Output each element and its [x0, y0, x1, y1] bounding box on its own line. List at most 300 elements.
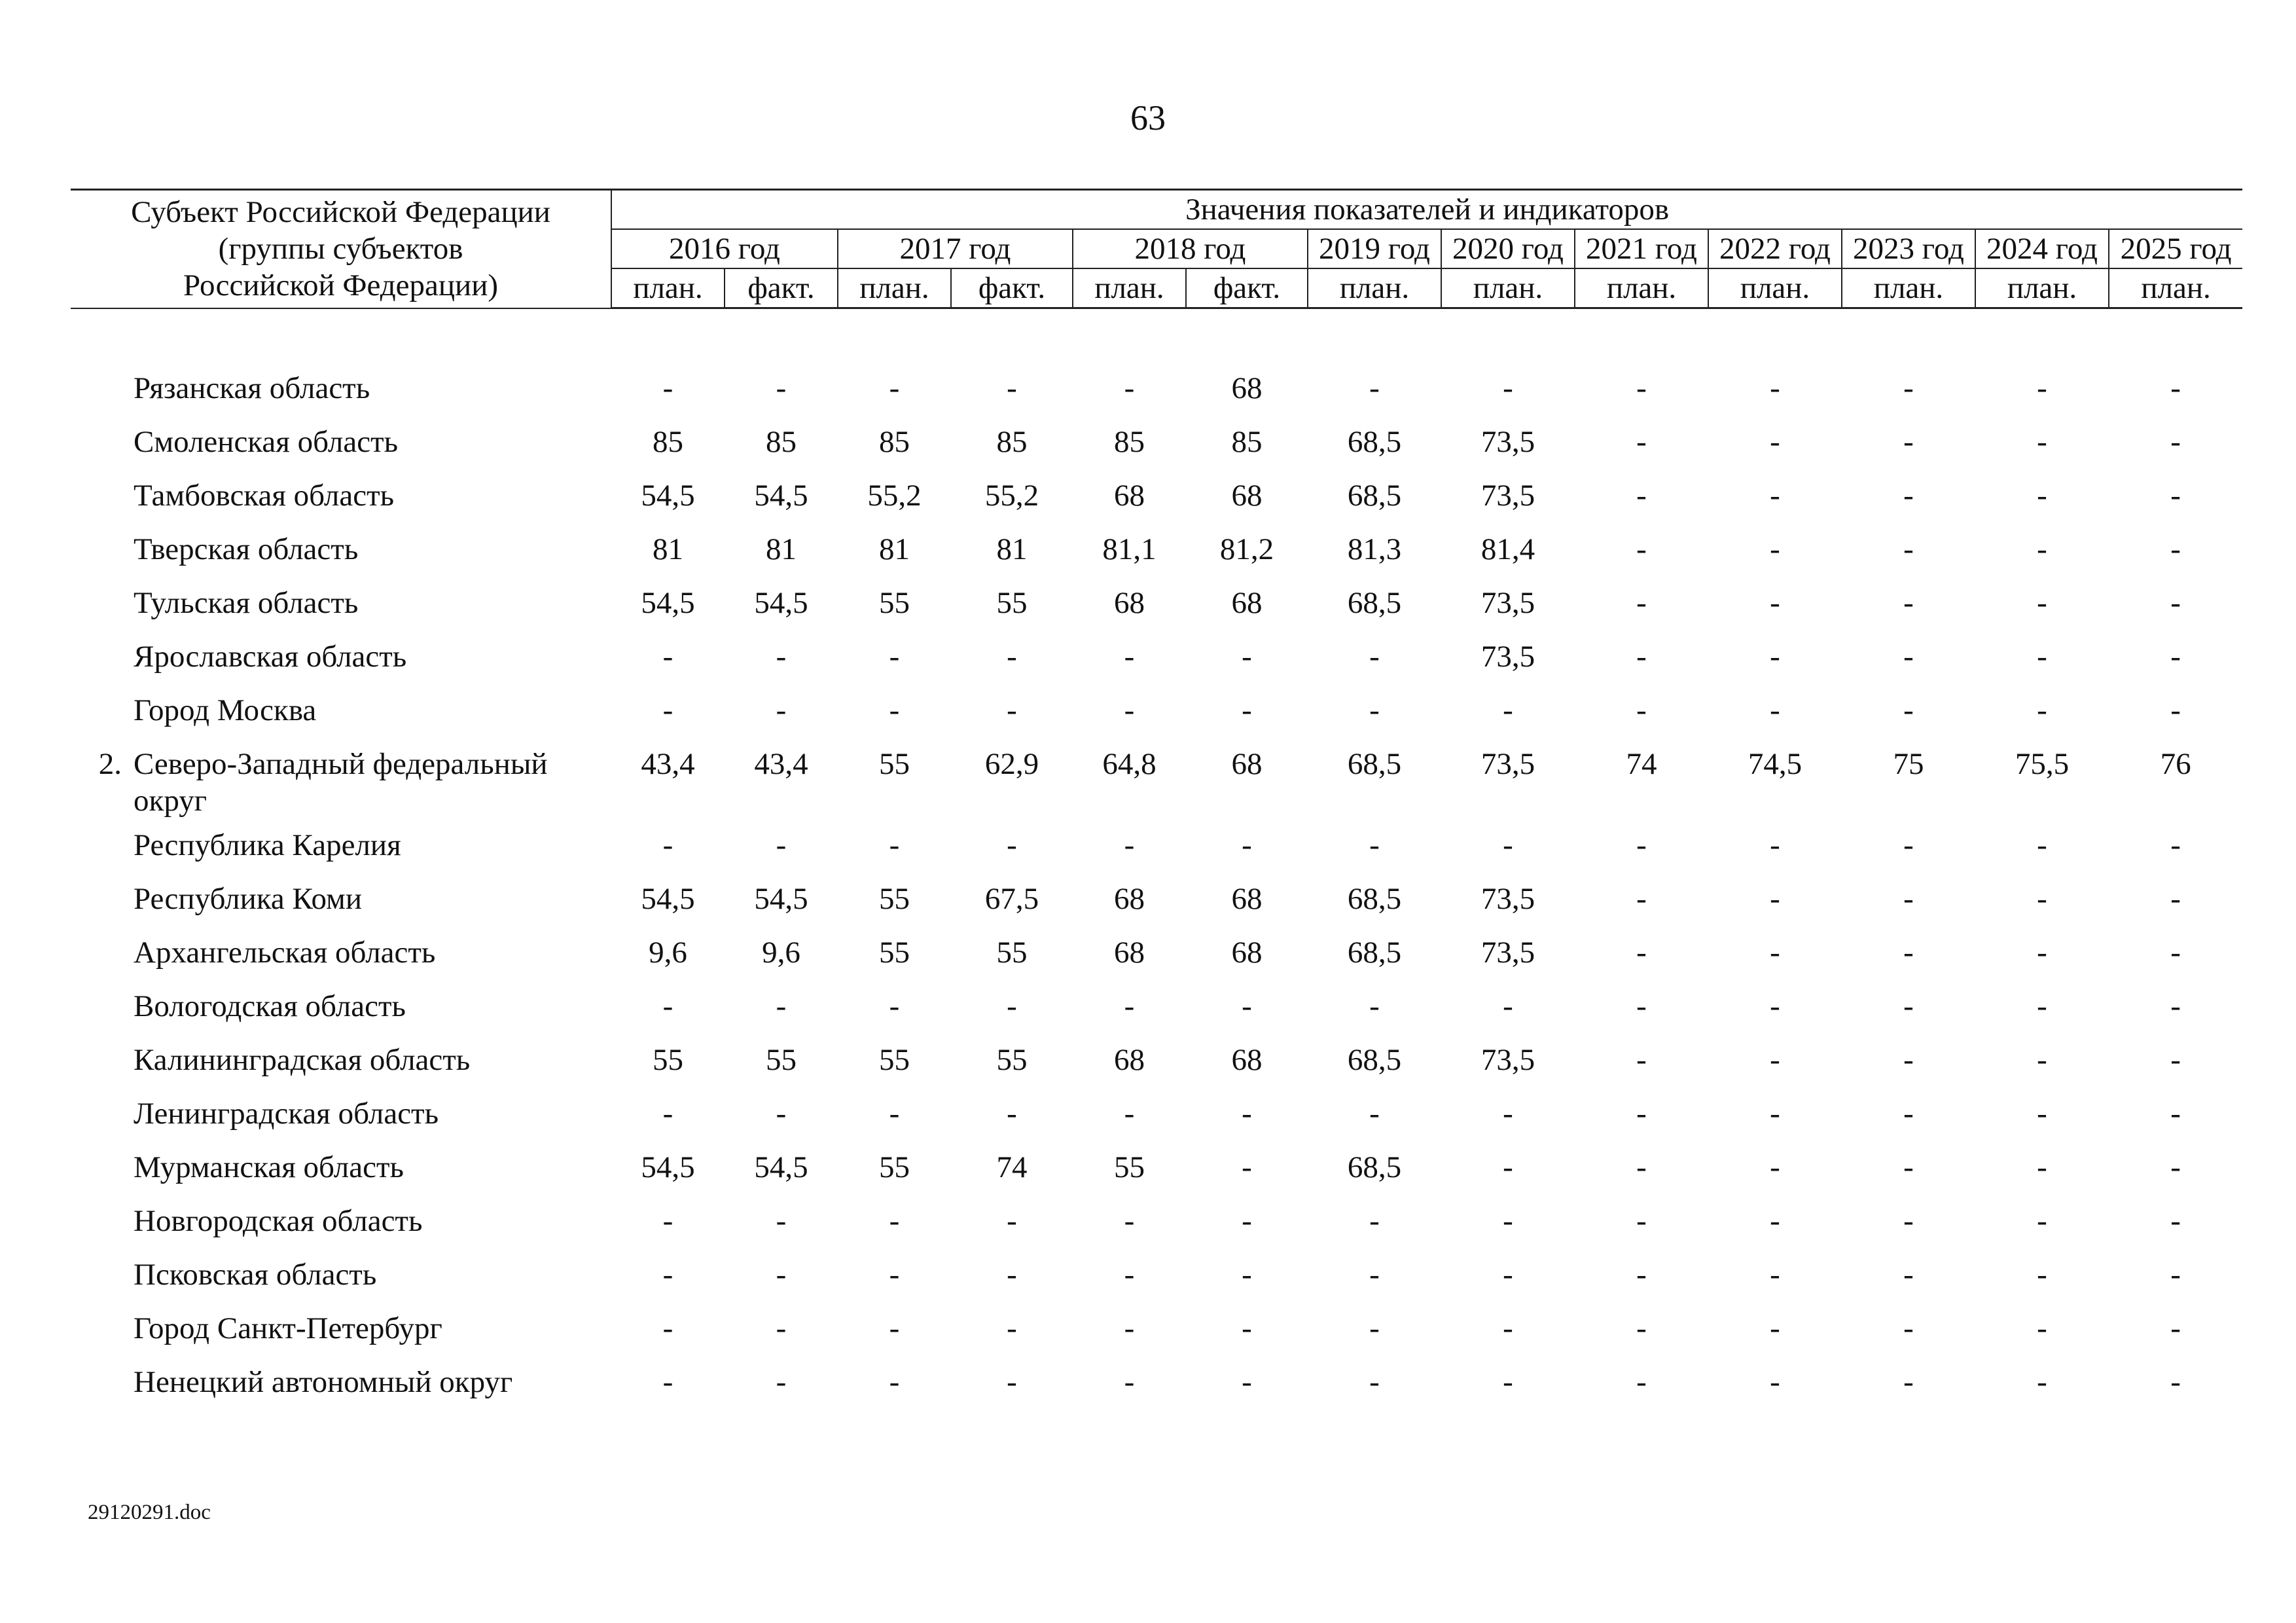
indicator-value: -	[662, 639, 673, 674]
region-name: Город Москва	[134, 693, 317, 727]
region-name: Новгородская область	[134, 1203, 423, 1238]
indicator-value: -	[1636, 371, 1647, 405]
row-number	[71, 523, 134, 577]
indicator-value: -	[1007, 989, 1017, 1023]
plan-fact-header: план.	[1708, 268, 1842, 308]
row-number	[71, 630, 134, 684]
indicator-value: 73,5	[1480, 639, 1535, 674]
indicator-value: -	[1770, 1364, 1780, 1399]
indicator-value: -	[1007, 1257, 1017, 1292]
indicator-value: 68	[1231, 935, 1263, 970]
indicator-value: -	[1636, 1364, 1647, 1399]
table-row	[71, 469, 2242, 523]
indicator-value: 68	[1231, 1042, 1263, 1077]
indicator-value: -	[1636, 1096, 1647, 1131]
indicator-value: -	[1636, 1257, 1647, 1292]
indicator-value: -	[1903, 881, 1914, 916]
page-number: 63	[1130, 98, 1166, 137]
indicator-value: 73,5	[1480, 585, 1535, 620]
indicator-value: 73,5	[1480, 881, 1535, 916]
indicator-value: -	[1369, 989, 1380, 1023]
indicator-value: 73,5	[1480, 746, 1535, 781]
region-name: Псковская область	[134, 1257, 377, 1292]
indicator-value: -	[1369, 1364, 1380, 1399]
indicator-value: -	[2170, 639, 2181, 674]
indicator-value: -	[1903, 935, 1914, 970]
row-number	[71, 1302, 134, 1356]
region-name: Тамбовская область	[134, 478, 395, 513]
indicator-value: -	[2170, 1364, 2181, 1399]
indicator-value: 55,2	[867, 478, 922, 513]
indicator-value: -	[1636, 1042, 1647, 1077]
indicator-value: 68	[1114, 881, 1145, 916]
indicator-value: -	[1636, 828, 1647, 862]
indicator-value: 54,5	[754, 881, 808, 916]
region-name: Тверская область	[134, 532, 359, 566]
indicator-value: -	[1124, 693, 1135, 727]
plan-fact-header: план.	[611, 268, 725, 308]
row-number	[71, 469, 134, 523]
indicator-value: -	[889, 989, 900, 1023]
region-name: Республика Карелия	[134, 828, 401, 862]
indicator-value: -	[1503, 1096, 1513, 1131]
plan-fact-header: факт.	[725, 268, 838, 308]
indicator-value: -	[1636, 881, 1647, 916]
indicator-value: -	[1636, 693, 1647, 727]
indicator-value: -	[1242, 1203, 1252, 1238]
indicator-value: -	[1770, 989, 1780, 1023]
indicator-value: 68	[1231, 585, 1263, 620]
table-row	[71, 1087, 2242, 1141]
row-number	[71, 1141, 134, 1195]
indicator-value: 54,5	[754, 478, 808, 513]
indicator-value: -	[1770, 585, 1780, 620]
indicator-value: -	[1636, 424, 1647, 459]
indicator-value: -	[662, 693, 673, 727]
indicator-value: 54,5	[641, 881, 695, 916]
indicator-value: -	[1636, 532, 1647, 566]
indicator-value: -	[1770, 935, 1780, 970]
indicator-value: -	[1503, 693, 1513, 727]
indicator-value: -	[1636, 1203, 1647, 1238]
table-row	[71, 577, 2242, 630]
indicator-value: 55	[879, 1150, 910, 1184]
indicator-value: -	[1770, 532, 1780, 566]
region-name: Ленинградская область	[134, 1096, 439, 1131]
indicator-value: -	[1770, 1150, 1780, 1184]
indicator-value: 81	[996, 532, 1028, 566]
indicator-value: 68,5	[1347, 935, 1402, 970]
plan-fact-header: план.	[1441, 268, 1575, 308]
file-name: 29120291.doc	[88, 1501, 211, 1524]
indicator-value: -	[2170, 585, 2181, 620]
table-row	[71, 980, 2242, 1034]
row-number	[71, 819, 134, 873]
indicator-value: 55	[653, 1042, 683, 1077]
indicator-value: -	[776, 989, 787, 1023]
table-row	[71, 873, 2242, 926]
indicator-value: -	[1903, 693, 1914, 727]
row-number	[71, 1034, 134, 1087]
year-header: 2018 год	[1073, 229, 1308, 268]
indicator-value: -	[1636, 639, 1647, 674]
indicator-value: -	[1636, 989, 1647, 1023]
indicator-value: -	[1124, 1311, 1135, 1345]
row-number	[71, 416, 134, 469]
row-number	[71, 1087, 134, 1141]
indicator-value: -	[1770, 1311, 1780, 1345]
indicator-value: 55	[996, 1042, 1028, 1077]
region-name: Ярославская область	[134, 639, 407, 674]
indicator-value: -	[1636, 1311, 1647, 1345]
indicator-value: -	[1124, 989, 1135, 1023]
indicator-value: 55	[879, 746, 910, 781]
table-row	[71, 684, 2242, 738]
indicator-value: -	[662, 371, 673, 405]
indicator-value: -	[1903, 1257, 1914, 1292]
year-header: 2019 год	[1308, 229, 1441, 268]
plan-fact-header: факт.	[951, 268, 1073, 308]
indicator-value: -	[1903, 371, 1914, 405]
indicator-value: -	[889, 1257, 900, 1292]
indicator-value: -	[1124, 1364, 1135, 1399]
indicator-value: 68	[1114, 1042, 1145, 1077]
indicator-value: -	[1903, 585, 1914, 620]
indicator-value: -	[2170, 881, 2181, 916]
indicator-value: -	[1124, 639, 1135, 674]
indicator-value: -	[1503, 1257, 1513, 1292]
indicator-value: 54,5	[641, 585, 695, 620]
indicator-value: 85	[996, 424, 1028, 459]
indicator-value: 68	[1114, 585, 1145, 620]
year-header: 2021 год	[1575, 229, 1708, 268]
indicator-value: -	[1903, 639, 1914, 674]
indicator-value: -	[2170, 478, 2181, 513]
indicator-value: -	[776, 1364, 787, 1399]
indicator-value: 68	[1114, 935, 1145, 970]
indicator-value: 81	[653, 532, 683, 566]
indicator-value: -	[2170, 424, 2181, 459]
indicator-value: 43,4	[641, 746, 695, 781]
table-row	[71, 416, 2242, 469]
table-row	[71, 1141, 2242, 1195]
indicator-value: -	[2037, 1150, 2047, 1184]
subject-header-line: Российской Федерации)	[183, 268, 498, 303]
indicator-value: -	[2170, 1150, 2181, 1184]
indicator-value: 64,8	[1102, 746, 1157, 781]
indicator-value: -	[2037, 1364, 2047, 1399]
indicator-value: 81,3	[1347, 532, 1402, 566]
indicator-value: 54,5	[754, 1150, 808, 1184]
year-header: 2023 год	[1842, 229, 1975, 268]
indicator-value: -	[1503, 371, 1513, 405]
indicator-value: -	[662, 828, 673, 862]
region-name: Смоленская область	[134, 424, 399, 459]
subject-header-line: (группы субъектов	[218, 232, 463, 266]
indicator-value: -	[2037, 639, 2047, 674]
indicator-value: 55	[879, 881, 910, 916]
indicator-value: -	[776, 1257, 787, 1292]
indicator-value: -	[662, 989, 673, 1023]
year-header: 2024 год	[1975, 229, 2109, 268]
indicator-table	[71, 189, 2242, 1410]
table-row	[71, 819, 2242, 873]
plan-fact-header: план.	[1073, 268, 1186, 308]
indicator-value: -	[1503, 1364, 1513, 1399]
indicator-value: -	[1770, 1203, 1780, 1238]
region-name: Северо-Западный федеральный округ	[134, 746, 548, 818]
table-row	[71, 1302, 2242, 1356]
table-row	[71, 1356, 2242, 1410]
table-row	[71, 1195, 2242, 1249]
indicator-value: 85	[653, 424, 683, 459]
indicator-value: -	[2037, 1203, 2047, 1238]
indicator-value: -	[1503, 828, 1513, 862]
indicator-value: 9,6	[762, 935, 800, 970]
indicator-value: -	[1007, 828, 1017, 862]
indicator-value: -	[2037, 828, 2047, 862]
indicator-value: -	[1903, 424, 1914, 459]
plan-fact-header: план.	[1842, 268, 1975, 308]
indicator-value: 55	[879, 1042, 910, 1077]
indicator-value: 55	[766, 1042, 797, 1077]
indicator-value: -	[1903, 989, 1914, 1023]
indicator-value: -	[1369, 1311, 1380, 1345]
indicator-value: -	[1242, 1257, 1252, 1292]
indicator-value: -	[1903, 1150, 1914, 1184]
region-name: Ненецкий автономный округ	[134, 1364, 513, 1399]
indicator-value: 55	[1114, 1150, 1145, 1184]
indicator-value: -	[2170, 693, 2181, 727]
indicator-value: -	[1503, 1150, 1513, 1184]
indicator-value: -	[1369, 639, 1380, 674]
indicator-value: -	[1770, 881, 1780, 916]
year-header: 2016 год	[611, 229, 838, 268]
indicator-value: -	[2037, 478, 2047, 513]
indicator-value: -	[1903, 828, 1914, 862]
row-number	[71, 577, 134, 630]
region-name: Вологодская область	[134, 989, 406, 1023]
row-number	[71, 926, 134, 980]
region-name: Калининградская область	[134, 1042, 471, 1077]
indicator-value: -	[1242, 1364, 1252, 1399]
indicator-value: 55	[996, 935, 1028, 970]
subject-column-header	[71, 190, 611, 308]
indicator-value: -	[662, 1096, 673, 1131]
indicator-value: -	[1124, 1203, 1135, 1238]
indicator-value: 54,5	[754, 585, 808, 620]
indicator-value: -	[1369, 693, 1380, 727]
indicator-value: -	[1903, 1042, 1914, 1077]
indicator-value: -	[2037, 989, 2047, 1023]
row-number	[71, 1195, 134, 1249]
indicator-value: 55	[879, 585, 910, 620]
indicator-value: -	[1124, 1096, 1135, 1131]
region-name: Тульская область	[134, 585, 359, 620]
indicator-value: -	[889, 639, 900, 674]
indicator-value: 68	[1231, 478, 1263, 513]
indicator-value: -	[1770, 371, 1780, 405]
indicator-value: -	[1007, 1096, 1017, 1131]
indicator-value: -	[2037, 935, 2047, 970]
indicator-value: 74,5	[1748, 746, 1803, 781]
table-row	[71, 738, 2242, 819]
indicator-value: 81	[879, 532, 910, 566]
indicator-value: -	[1124, 1257, 1135, 1292]
indicator-value: 81,4	[1480, 532, 1535, 566]
indicator-value: -	[776, 371, 787, 405]
indicator-value: 68	[1231, 746, 1263, 781]
indicator-value: -	[889, 1311, 900, 1345]
region-name: Город Санкт-Петербург	[134, 1311, 442, 1345]
indicator-value: -	[662, 1257, 673, 1292]
indicator-value: -	[1242, 989, 1252, 1023]
indicator-value: -	[2170, 1042, 2181, 1077]
indicator-value: -	[1124, 371, 1135, 405]
indicator-value: 68,5	[1347, 746, 1402, 781]
indicator-value: -	[1770, 1257, 1780, 1292]
indicator-value: -	[2170, 532, 2181, 566]
indicator-value: -	[776, 639, 787, 674]
indicator-value: -	[776, 1311, 787, 1345]
table-header	[71, 190, 2242, 308]
indicator-value: -	[1007, 693, 1017, 727]
indicator-value: -	[2170, 1311, 2181, 1345]
indicator-value: -	[1242, 639, 1252, 674]
indicator-value: -	[2170, 371, 2181, 405]
indicator-value: 54,5	[641, 1150, 695, 1184]
indicator-value: -	[1636, 585, 1647, 620]
indicator-value: -	[1369, 1203, 1380, 1238]
indicator-value: 55	[996, 585, 1028, 620]
indicator-value: 68,5	[1347, 1150, 1402, 1184]
indicator-value: -	[889, 371, 900, 405]
indicator-value: -	[1124, 828, 1135, 862]
indicator-value: 68,5	[1347, 478, 1402, 513]
indicator-value: -	[1242, 1311, 1252, 1345]
region-name: Архангельская область	[134, 935, 436, 970]
indicator-value: -	[776, 693, 787, 727]
indicator-value: 81	[766, 532, 797, 566]
indicator-value: 67,5	[984, 881, 1039, 916]
indicator-value: -	[1770, 828, 1780, 862]
indicator-value: -	[889, 1096, 900, 1131]
indicator-value: 73,5	[1480, 1042, 1535, 1077]
indicator-value: -	[1007, 1311, 1017, 1345]
region-name: Республика Коми	[134, 881, 363, 916]
indicator-value: 9,6	[649, 935, 687, 970]
indicator-value: -	[1007, 1203, 1017, 1238]
indicators-group-header: Значения показателей и индикаторов	[611, 190, 2242, 230]
indicator-value: -	[1007, 639, 1017, 674]
indicator-value: -	[2170, 828, 2181, 862]
plan-fact-header: план.	[1975, 268, 2109, 308]
indicator-value: -	[662, 1364, 673, 1399]
table-body	[71, 308, 2242, 1410]
indicator-value: 54,5	[641, 478, 695, 513]
indicator-value: 73,5	[1480, 935, 1535, 970]
table-row	[71, 630, 2242, 684]
indicator-value: -	[1903, 1203, 1914, 1238]
table-row	[71, 523, 2242, 577]
indicator-value: -	[1242, 693, 1252, 727]
plan-fact-header: план.	[1308, 268, 1441, 308]
indicator-value: -	[1770, 478, 1780, 513]
table-row	[71, 362, 2242, 416]
indicator-value: -	[662, 1203, 673, 1238]
indicator-value: -	[776, 828, 787, 862]
indicator-value: -	[1770, 639, 1780, 674]
row-number	[71, 362, 134, 416]
indicator-value: 68	[1231, 881, 1263, 916]
table-row	[71, 1249, 2242, 1302]
plan-fact-header: план.	[2109, 268, 2242, 308]
plan-fact-header: план.	[838, 268, 951, 308]
indicator-value: -	[1242, 1150, 1252, 1184]
indicator-value: -	[776, 1203, 787, 1238]
indicator-value: 75,5	[2015, 746, 2070, 781]
indicator-value: -	[662, 1311, 673, 1345]
region-name: Рязанская область	[134, 371, 370, 405]
indicator-value: -	[1503, 1311, 1513, 1345]
row-number: 2.	[98, 746, 122, 781]
indicator-value: -	[1369, 371, 1380, 405]
indicator-value: -	[2037, 585, 2047, 620]
indicator-value: 73,5	[1480, 478, 1535, 513]
indicator-value: 55,2	[984, 478, 1039, 513]
indicator-value: -	[889, 1203, 900, 1238]
indicator-value: -	[2037, 1311, 2047, 1345]
indicator-value: -	[1242, 1096, 1252, 1131]
indicator-value: -	[1636, 935, 1647, 970]
indicator-value: -	[889, 828, 900, 862]
indicator-value: -	[889, 1364, 900, 1399]
indicator-value: -	[2037, 693, 2047, 727]
indicator-value: 68,5	[1347, 424, 1402, 459]
indicator-value: 74	[996, 1150, 1028, 1184]
indicator-value: -	[1903, 532, 1914, 566]
indicator-value: 62,9	[984, 746, 1039, 781]
indicator-value: -	[2037, 532, 2047, 566]
table-row	[71, 1034, 2242, 1087]
indicator-value: -	[1636, 1150, 1647, 1184]
indicator-value: 85	[1231, 424, 1263, 459]
region-name: Мурманская область	[134, 1150, 404, 1184]
subject-header-line: Субъект Российской Федерации	[131, 195, 550, 230]
indicator-value: -	[1369, 1257, 1380, 1292]
indicator-value: -	[1903, 1096, 1914, 1131]
indicator-value: -	[1503, 1203, 1513, 1238]
indicator-value: -	[2037, 1096, 2047, 1131]
indicator-value: 43,4	[754, 746, 808, 781]
year-header: 2017 год	[838, 229, 1073, 268]
indicator-value: -	[1242, 828, 1252, 862]
year-header: 2025 год	[2109, 229, 2242, 268]
indicator-value: 76	[2160, 746, 2191, 781]
indicator-value: -	[889, 693, 900, 727]
indicator-value: -	[1007, 371, 1017, 405]
indicator-value: 74	[1626, 746, 1657, 781]
indicator-value: -	[2037, 1257, 2047, 1292]
indicator-value: 55	[879, 935, 910, 970]
indicator-value: -	[1903, 478, 1914, 513]
indicator-value: -	[1770, 1042, 1780, 1077]
indicator-value: -	[1369, 1096, 1380, 1131]
plan-fact-header: план.	[1575, 268, 1708, 308]
indicator-value: -	[1903, 1364, 1914, 1399]
indicator-value: -	[1007, 1364, 1017, 1399]
row-number	[71, 980, 134, 1034]
